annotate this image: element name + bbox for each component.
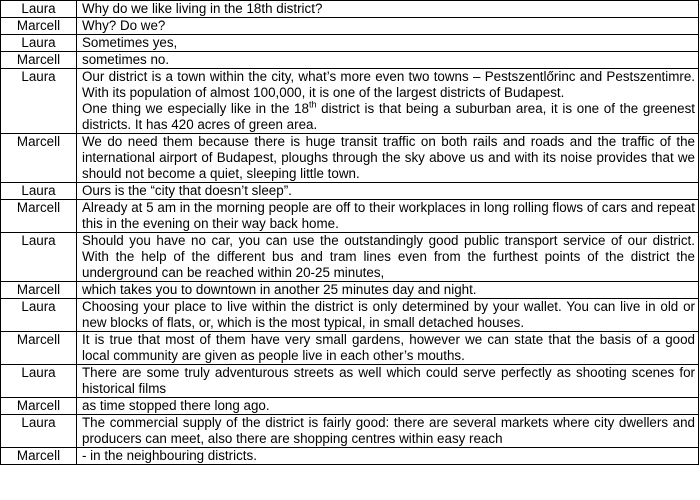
line-text: Should you have no car, you can use the outstandingly good public transport service of our district. With the help of the different bus and tram lines even from the furthest points of the district the underground can be reached within 20-25 minutes, xyxy=(82,233,695,280)
speaker-cell: Laura xyxy=(1,35,77,52)
line-cell xyxy=(77,233,699,282)
speaker-cell: Marcell xyxy=(1,134,77,183)
speaker-cell: Laura xyxy=(1,365,77,398)
line-cell xyxy=(77,1,699,18)
dialogue-row xyxy=(1,415,699,448)
dialogue-row xyxy=(1,200,699,233)
speaker-cell: Laura xyxy=(1,1,77,18)
line-text: Our district is a town within the city, what’s more even two towns – Pestszentlőrinc and Pestszentimre. With its population of almost 100,000, it is one of the largest districts of Budapest. xyxy=(82,69,695,100)
line-cell xyxy=(77,69,699,134)
line-text: We do need them because there is huge transit traffic on both rails and roads and the traffic of the international airport of Budapest, ploughs through the sky above us and with its noise provides that we should not become a quiet, sleeping little town. xyxy=(82,134,695,181)
speaker-cell: Marcell xyxy=(1,398,77,415)
dialogue-row xyxy=(1,1,699,18)
line-text: - in the neighbouring districts. xyxy=(82,448,257,463)
line-cell xyxy=(77,448,699,465)
line-text: which takes you to downtown in another 25 minutes day and night. xyxy=(82,282,477,297)
dialogue-row xyxy=(1,332,699,365)
line-text: Sometimes yes, xyxy=(82,35,178,50)
dialogue-table-body xyxy=(1,1,699,465)
dialogue-row xyxy=(1,183,699,200)
speaker-cell: Laura xyxy=(1,415,77,448)
line-cell xyxy=(77,415,699,448)
line-text-part: district is that being a suburban area, it is one of the greenest districts. It has 420 acres of green area. xyxy=(82,101,695,132)
line-cell xyxy=(77,18,699,35)
dialogue-row xyxy=(1,282,699,299)
speaker-cell: Laura xyxy=(1,69,77,134)
line-text: The commercial supply of the district is fairly good: there are several markets where city dwellers and producers can meet, also there are shopping centres within easy reach xyxy=(82,415,695,446)
dialogue-row xyxy=(1,69,699,134)
line-text: It is true that most of them have very small gardens, however we can state that the basis of a good local community are given as people live in each other’s mouths. xyxy=(82,332,695,363)
line-cell xyxy=(77,183,699,200)
dialogue-row xyxy=(1,398,699,415)
line-cell xyxy=(77,35,699,52)
line-text: Why do we like living in the 18th district? xyxy=(82,1,323,16)
line-text: Ours is the “city that doesn’t sleep”. xyxy=(82,183,292,198)
speaker-cell: Laura xyxy=(1,233,77,282)
speaker-cell: Marcell xyxy=(1,18,77,35)
dialogue-row xyxy=(1,299,699,332)
line-cell xyxy=(77,200,699,233)
line-cell xyxy=(77,134,699,183)
line-text: Why? Do we? xyxy=(82,18,166,33)
speaker-cell: Marcell xyxy=(1,52,77,69)
line-cell xyxy=(77,52,699,69)
line-cell xyxy=(77,398,699,415)
dialogue-row xyxy=(1,233,699,282)
line-text: Choosing your place to live within the district is only determined by your wallet. You can live in old or new blocks of flats, or, which is the most typical, in small detached houses. xyxy=(82,299,695,330)
speaker-cell: Marcell xyxy=(1,332,77,365)
line-text: Already at 5 am in the morning people are off to their workplaces in long rolling flows of cars and repeat this in the evening on their way back home. xyxy=(82,200,695,231)
speaker-cell: Marcell xyxy=(1,200,77,233)
ordinal-superscript: th xyxy=(308,99,317,110)
line-text: as time stopped there long ago. xyxy=(82,398,270,413)
line-text: There are some truly adventurous streets as well which could serve perfectly as shooting scenes for historical films xyxy=(82,365,695,396)
line-cell xyxy=(77,282,699,299)
line-text xyxy=(82,101,695,133)
dialogue-row xyxy=(1,365,699,398)
line-cell xyxy=(77,332,699,365)
speaker-cell: Marcell xyxy=(1,282,77,299)
line-text: sometimes no. xyxy=(82,52,170,67)
line-cell xyxy=(77,299,699,332)
dialogue-row xyxy=(1,18,699,35)
speaker-cell: Laura xyxy=(1,299,77,332)
dialogue-row xyxy=(1,52,699,69)
dialogue-row xyxy=(1,448,699,465)
line-text-part: One thing we especially like in the 18 xyxy=(82,101,309,116)
dialogue-row xyxy=(1,134,699,183)
dialogue-row xyxy=(1,35,699,52)
speaker-cell: Marcell xyxy=(1,448,77,465)
line-cell xyxy=(77,365,699,398)
speaker-cell: Laura xyxy=(1,183,77,200)
